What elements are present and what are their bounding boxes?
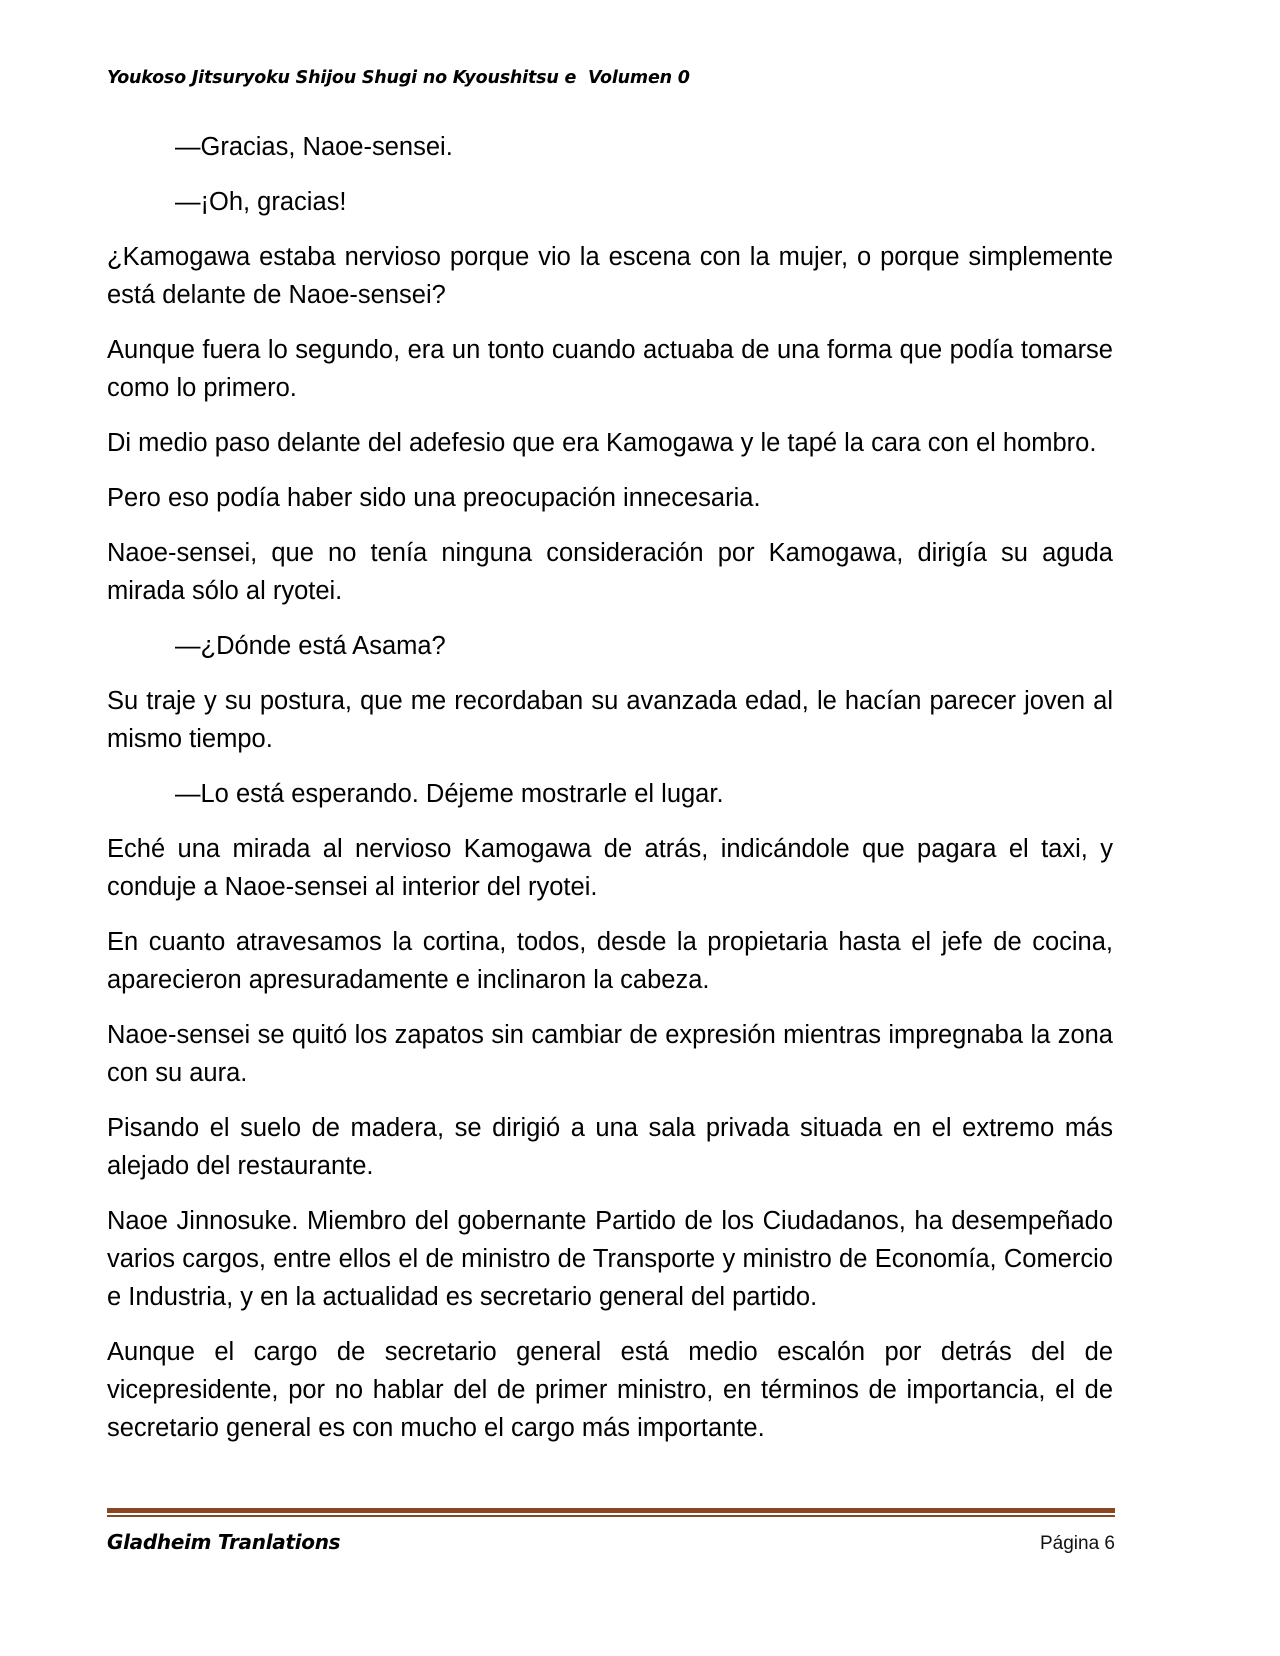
body-paragraph: Naoe-sensei, que no tenía ninguna consideración por Kamogawa, dirigía su aguda mirada sólo al ryotei. <box>107 539 1113 605</box>
body-paragraph: Naoe-sensei se quitó los zapatos sin cambiar de expresión mientras impregnaba la zona con su aura. <box>107 1021 1113 1087</box>
dialogue-line: —Lo está esperando. Déjeme mostrarle el lugar. <box>175 780 724 808</box>
footer-credit: Gladheim Tranlations <box>107 1530 341 1554</box>
body-paragraph: Aunque el cargo de secretario general está medio escalón por detrás del de vicepresidente, por no hablar del de primer ministro, en términos de importancia, el de secretario general es con mucho el cargo más importante. <box>107 1338 1113 1442</box>
body-paragraph: Di medio paso delante del adefesio que era Kamogawa y le tapé la cara con el hombro. <box>107 429 1097 457</box>
body-paragraph: En cuanto atravesamos la cortina, todos, desde la propietaria hasta el jefe de cocina, aparecieron apresuradamente e inclinaron la cabeza. <box>107 928 1113 994</box>
body-paragraph: Aunque fuera lo segundo, era un tonto cuando actuaba de una forma que podía tomarse como lo primero. <box>107 336 1113 402</box>
header-title: Youkoso Jitsuryoku Shijou Shugi no Kyoushitsu e Volumen 0 <box>107 68 690 88</box>
footer-page-number: Página 6 <box>1039 1533 1115 1554</box>
body-paragraph: Pisando el suelo de madera, se dirigió a una sala privada situada en el extremo más alejado del restaurante. <box>107 1114 1113 1180</box>
body-paragraph: Eché una mirada al nervioso Kamogawa de atrás, indicándole que pagara el taxi, y conduje a Naoe-sensei al interior del ryotei. <box>107 835 1113 901</box>
body-paragraph: Su traje y su postura, que me recordaban su avanzada edad, le hacían parecer joven al mismo tiempo. <box>107 687 1113 753</box>
footer-divider <box>107 1508 1115 1517</box>
dialogue-line: —¡Oh, gracias! <box>175 188 347 216</box>
dialogue-line: —¿Dónde está Asama? <box>175 632 446 660</box>
running-footer <box>107 1508 1115 1555</box>
running-header <box>107 68 1113 98</box>
body-paragraph: Pero eso podía haber sido una preocupación innecesaria. <box>107 484 761 512</box>
footer-row <box>107 1530 1115 1555</box>
body-paragraph: Naoe Jinnosuke. Miembro del gobernante Partido de los Ciudadanos, ha desempeñado varios cargos, entre ellos el de ministro de Transporte y ministro de Economía, Comercio e Industria, y en la actualidad es secretario general del partido. <box>107 1207 1113 1311</box>
document-body <box>107 128 1113 1447</box>
dialogue-line: —Gracias, Naoe-sensei. <box>175 133 453 161</box>
body-paragraph: ¿Kamogawa estaba nervioso porque vio la escena con la mujer, o porque simplemente está delante de Naoe-sensei? <box>107 243 1113 309</box>
